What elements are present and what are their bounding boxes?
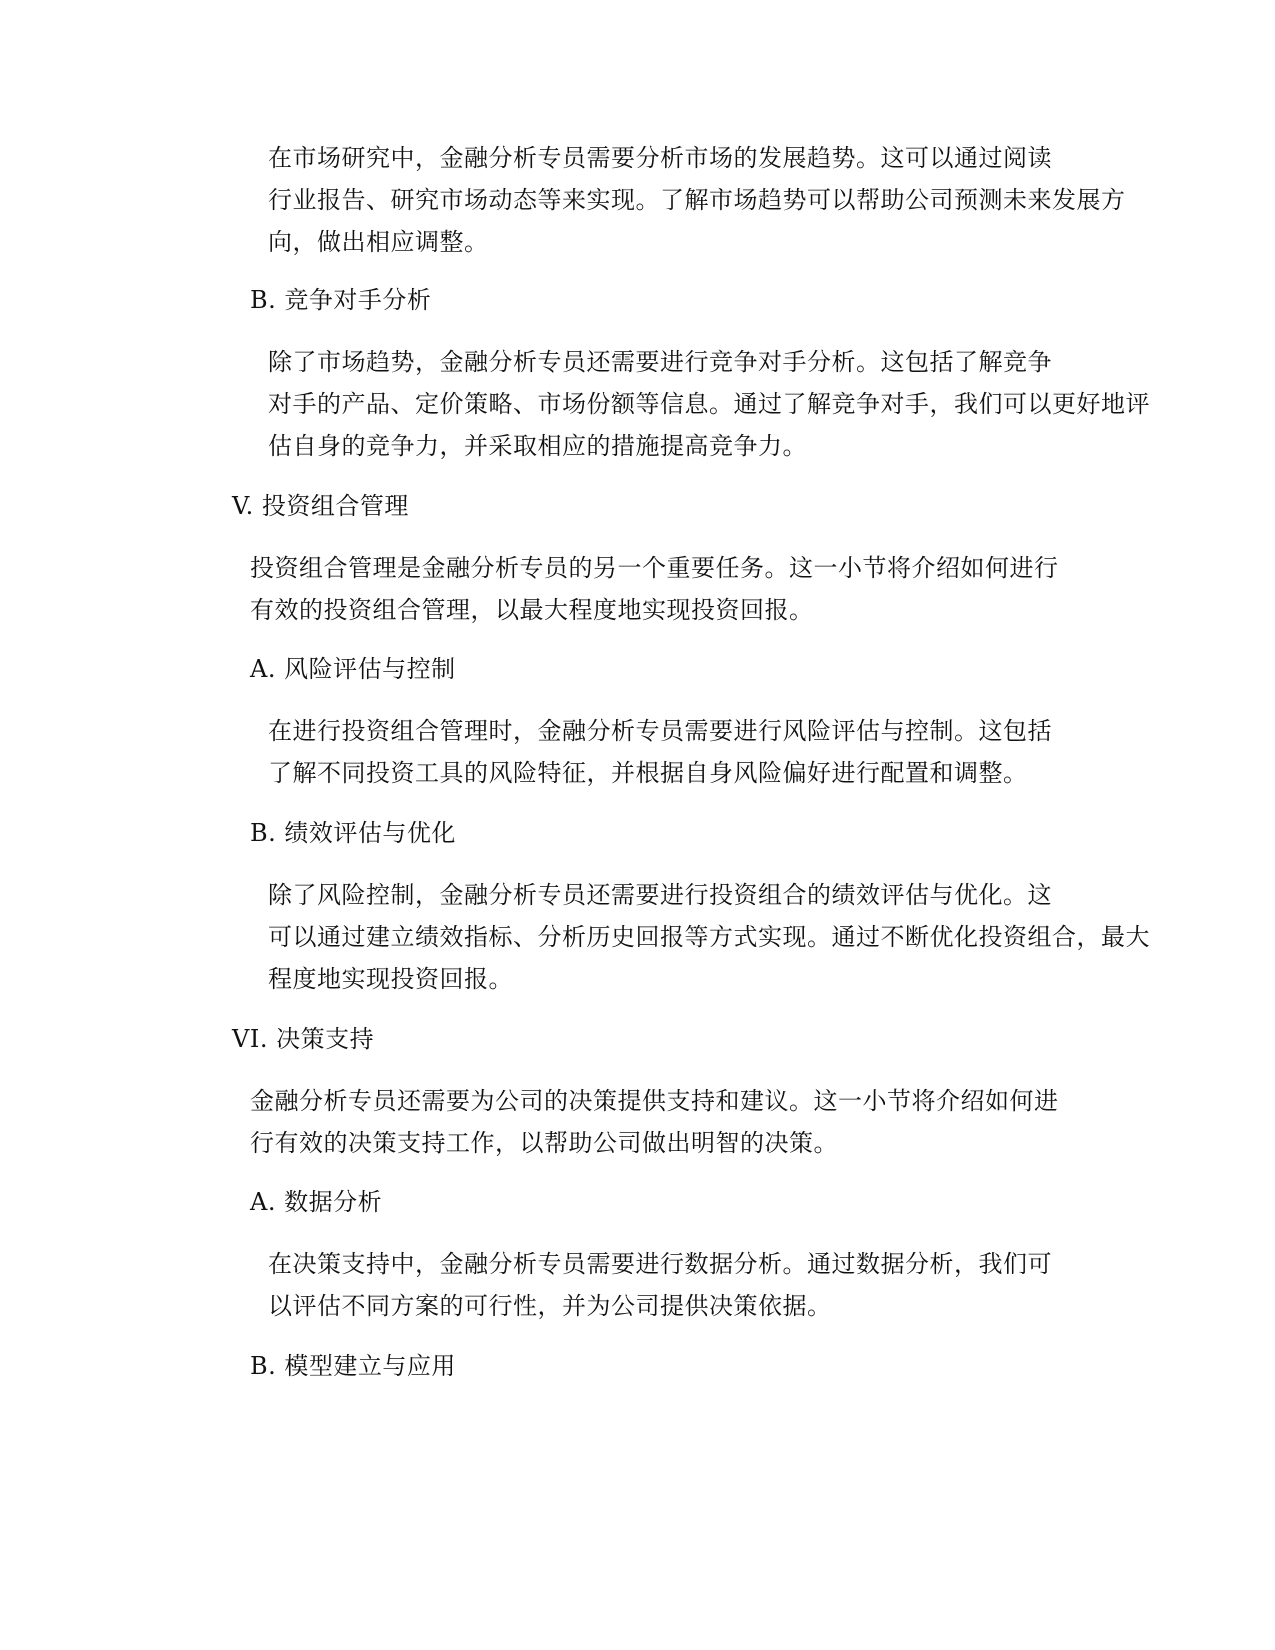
text-line: 对手的产品、定价策略、市场份额等信息。通过了解竞争对手，我们可以更好地评 bbox=[268, 390, 1150, 418]
text-line: 以评估不同方案的可行性，并为公司提供决策依据。 bbox=[268, 1292, 832, 1320]
paragraph-risk-assessment bbox=[188, 710, 1088, 794]
subheading-data-analysis: A. 数据分析 bbox=[250, 1188, 383, 1216]
text-line: 向，做出相应调整。 bbox=[268, 228, 489, 256]
text-line: 可以通过建立绩效指标、分析历史回报等方式实现。通过不断优化投资组合，最大 bbox=[268, 923, 1150, 951]
subheading-risk-assessment: A. 风险评估与控制 bbox=[250, 655, 456, 683]
text-line: 除了风险控制，金融分析专员还需要进行投资组合的绩效评估与优化。这 bbox=[268, 881, 1052, 909]
text-line: 行有效的决策支持工作，以帮助公司做出明智的决策。 bbox=[250, 1129, 838, 1157]
text-line: 程度地实现投资回报。 bbox=[268, 965, 513, 993]
text-line: 投资组合管理是金融分析专员的另一个重要任务。这一小节将介绍如何进行 bbox=[250, 554, 1059, 582]
section-heading-portfolio-management: V. 投资组合管理 bbox=[232, 492, 409, 520]
text-line: 了解不同投资工具的风险特征，并根据自身风险偏好进行配置和调整。 bbox=[268, 759, 1028, 787]
paragraph-performance-evaluation bbox=[188, 874, 1150, 1000]
subheading-competitor-analysis: B. 竞争对手分析 bbox=[250, 286, 432, 314]
paragraph-portfolio-intro bbox=[188, 547, 1088, 631]
text-line: 估自身的竞争力，并采取相应的措施提高竞争力。 bbox=[268, 432, 807, 460]
subheading-model-building: B. 模型建立与应用 bbox=[250, 1352, 456, 1380]
paragraph-data-analysis bbox=[188, 1243, 1088, 1327]
paragraph-competitor-analysis bbox=[188, 341, 1150, 467]
text-line: 在进行投资组合管理时，金融分析专员需要进行风险评估与控制。这包括 bbox=[268, 717, 1052, 745]
section-heading-decision-support: VI. 决策支持 bbox=[232, 1025, 375, 1053]
paragraph-decision-support-intro bbox=[188, 1080, 1088, 1164]
text-line: 有效的投资组合管理，以最大程度地实现投资回报。 bbox=[250, 596, 814, 624]
subheading-performance-evaluation: B. 绩效评估与优化 bbox=[250, 819, 456, 847]
paragraph-market-trend bbox=[188, 137, 1126, 263]
text-line: 在市场研究中，金融分析专员需要分析市场的发展趋势。这可以通过阅读 bbox=[268, 144, 1052, 172]
text-line: 行业报告、研究市场动态等来实现。了解市场趋势可以帮助公司预测未来发展方 bbox=[268, 186, 1126, 214]
text-line: 在决策支持中，金融分析专员需要进行数据分析。通过数据分析，我们可 bbox=[268, 1250, 1052, 1278]
text-line: 金融分析专员还需要为公司的决策提供支持和建议。这一小节将介绍如何进 bbox=[250, 1087, 1059, 1115]
text-line: 除了市场趋势，金融分析专员还需要进行竞争对手分析。这包括了解竞争 bbox=[268, 348, 1052, 376]
